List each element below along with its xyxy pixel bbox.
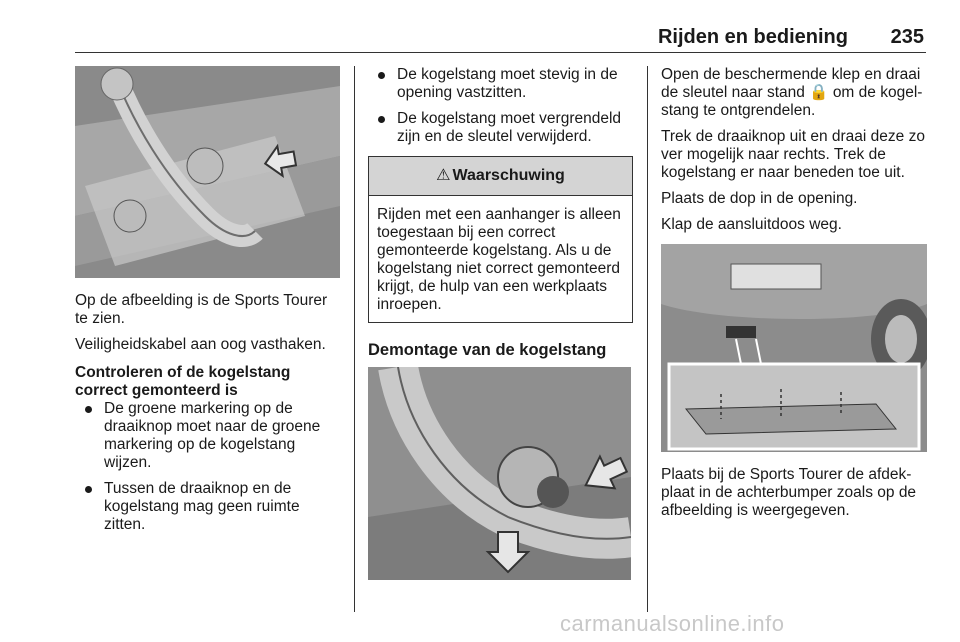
watermark: carmanualsonline.info — [560, 611, 785, 636]
section-title: Demontage van de kogelstang — [368, 341, 607, 359]
list-item: De kogelstang moet vergrendeld zijn en de sleutel verwijderd. — [368, 110, 633, 146]
list-item: De kogelstang moet stevig in de opening vastzitten. — [368, 66, 633, 102]
instruction-text: Veiligheidskabel aan oog vasthaken. — [75, 336, 326, 353]
check-heading: Controleren of de kogelstang correct gemonteerd is — [75, 364, 291, 399]
warning-box — [368, 156, 633, 323]
warning-title: Waarschuwing — [452, 167, 565, 184]
paragraph: Trek de draaiknop uit en draai deze zo ver mogelijk naar rechts. Trek de kogelstang er naar beneden toe uit. — [661, 128, 925, 181]
paragraph: Plaats de dop in de opening. — [661, 190, 858, 207]
column-1 — [75, 66, 340, 542]
column-2 — [368, 66, 633, 580]
page-number: 235 — [890, 26, 924, 48]
towbar-removal-illustration — [368, 367, 631, 580]
chapter-title: Rijden en bediening — [657, 26, 848, 48]
warning-text: Rijden met een aanhanger is alleen toegestaan bij een correct gemonteerde kogelstang. Als u de kogelstang niet correct gemonteerd krijgt, de hulp van een werkplaats inroepen. — [377, 206, 621, 313]
page-header — [75, 24, 926, 53]
figure-caption: Plaats bij de Sports Tourer de afdekplaat in de achterbumper zoals op de afbeelding is weergegeven. — [661, 466, 917, 519]
rear-bumper-cover-illustration — [661, 244, 927, 452]
column-divider — [647, 66, 648, 612]
warning-header — [369, 157, 632, 196]
warning-icon: ⚠ — [436, 167, 451, 184]
paragraph: Open de beschermende klep en draai de sleutel naar stand 🔒 om de kogelstang te ontgrendelen. — [661, 66, 923, 119]
column-divider — [354, 66, 355, 612]
list-item: Tussen de draaiknop en de kogelstang mag geen ruimte zitten. — [75, 480, 340, 534]
list-item: De groene markering op de draaiknop moet naar de groene markering op de kogelstang wijzen. — [75, 400, 340, 472]
column-3 — [661, 66, 927, 528]
figure-caption: Op de afbeelding is de Sports Tourer te zien. — [75, 292, 328, 327]
paragraph: Klap de aansluitdoos weg. — [661, 216, 842, 233]
towbar-attached-illustration — [75, 66, 340, 278]
